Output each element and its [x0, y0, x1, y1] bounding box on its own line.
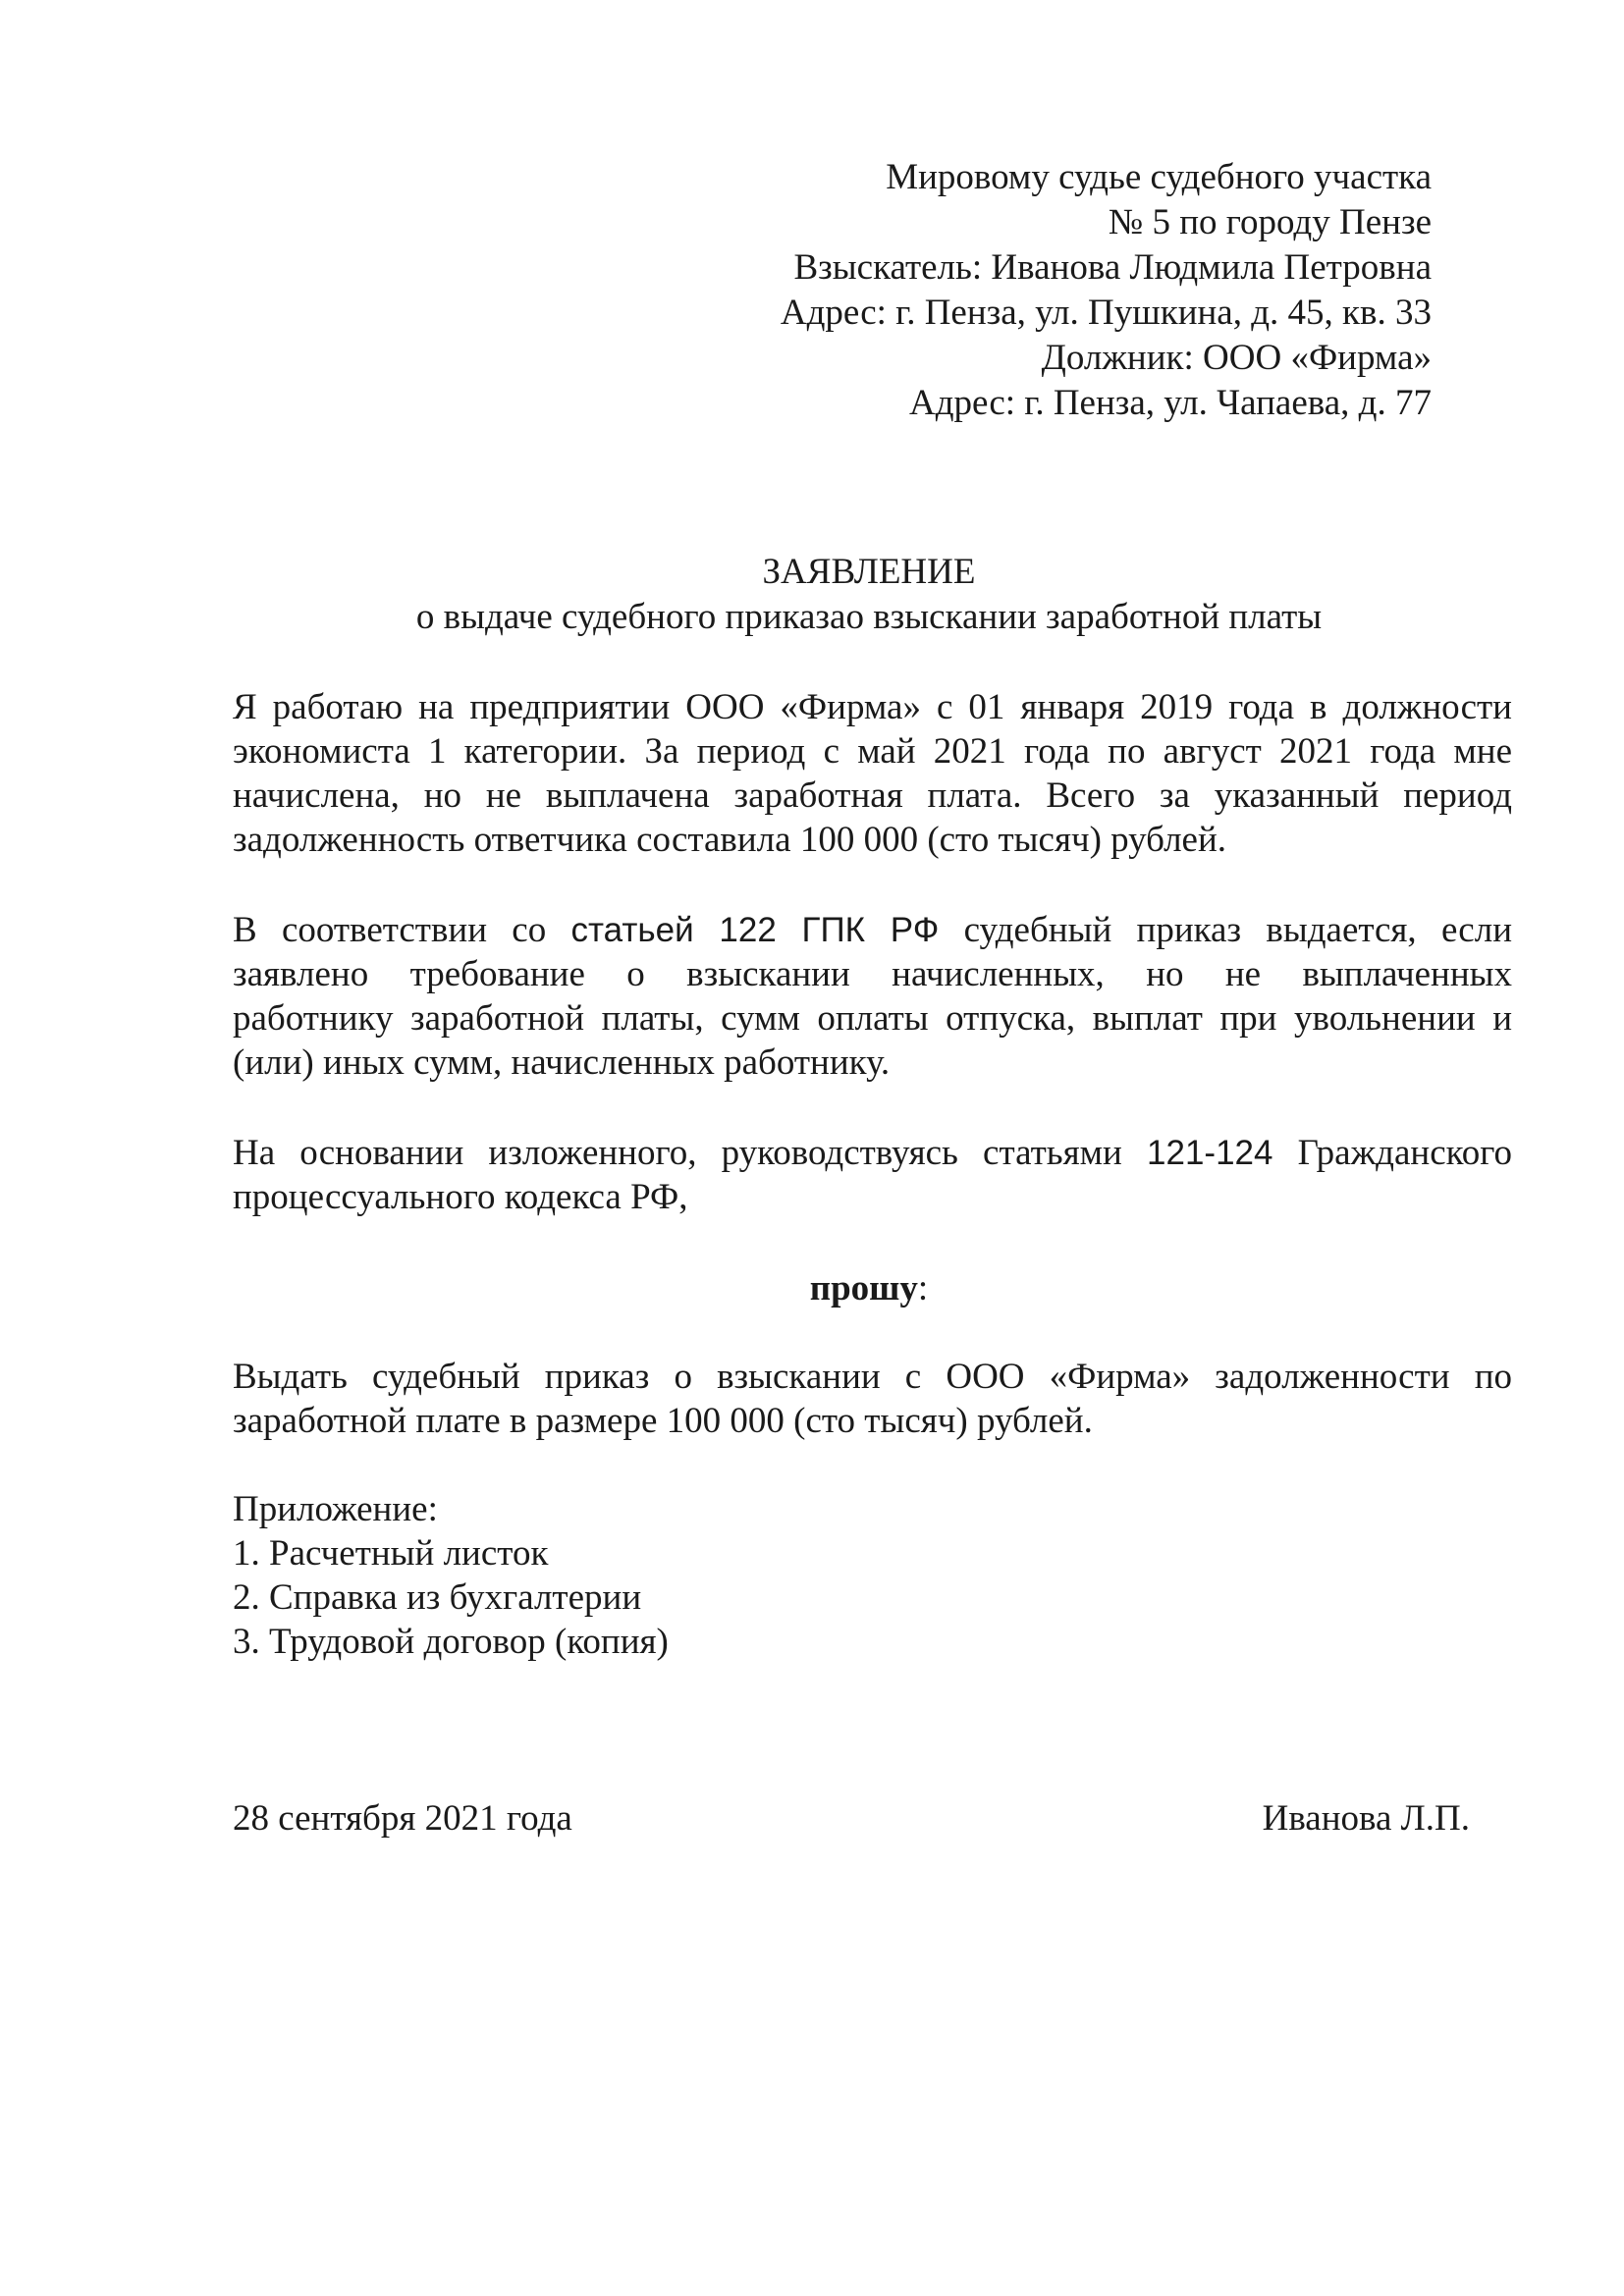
addressee-block [548, 155, 1432, 426]
paragraph-grounds [233, 1131, 1512, 1219]
paragraph-line [233, 908, 1512, 952]
text-fragment: На основании изложенного, руководствуясь статьями [233, 1133, 1122, 1173]
claimant-address-line: Адрес: г. Пенза, ул. Пушкина, д. 45, кв. 33 [780, 293, 1432, 333]
paragraph-line: (или) иных сумм, начисленных работнику. [233, 1042, 891, 1083]
paragraph-employment [233, 685, 1512, 862]
document-title: ЗАЯВЛЕНИЕ [762, 552, 976, 592]
attachment-item: 2. Справка из бухгалтерии [233, 1577, 642, 1618]
paragraph-line: задолженность ответчика составила 100 000 (сто тысяч) рублей. [233, 820, 1227, 860]
paragraph-request [233, 1355, 1512, 1443]
document-subtitle: о выдаче судебного приказао взыскании заработной платы [415, 597, 1323, 637]
paragraph-line: экономиста 1 категории. За период с май 2021 года по август 2021 года мне [233, 731, 1512, 772]
request-word: прошу [809, 1268, 918, 1308]
text-fragment: Гражданского [1297, 1133, 1512, 1173]
text-fragment: В соответствии со [233, 910, 547, 950]
paragraph-line: заработной плате в размере 100 000 (сто тысяч) рублей. [233, 1401, 1093, 1441]
attachments-heading: Приложение: [233, 1489, 438, 1529]
signature-name: Иванова Л.П. [1262, 1798, 1470, 1839]
addressee-line-court: Мировому судье судебного участка [886, 157, 1432, 197]
debtor-address-line: Адрес: г. Пенза, ул. Чапаева, д. 77 [908, 383, 1432, 423]
document-date: 28 сентября 2021 года [233, 1798, 572, 1839]
text-fragment: судебный приказ выдается, если [963, 910, 1512, 950]
paragraph-line: заявлено требование о взыскании начисленных, но не выплаченных [233, 954, 1512, 994]
request-heading [0, 1266, 1624, 1311]
paragraph-line: Выдать судебный приказ о взыскании с ООО «Фирма» задолженности по [233, 1357, 1512, 1397]
paragraph-line: начислена, но не выплачена заработная плата. Всего за указанный период [233, 775, 1512, 816]
articles-reference-link[interactable]: 121-124 [1147, 1134, 1273, 1172]
paragraph-line: работнику заработной платы, сумм оплаты отпуска, выплат при увольнении и [233, 998, 1512, 1039]
attachments-list [233, 1487, 669, 1664]
request-colon: : [917, 1268, 929, 1308]
paragraph-line [233, 1131, 1512, 1175]
paragraph-line: Я работаю на предприятии ООО «Фирма» с 01 января 2019 года в должности [233, 687, 1512, 727]
attachment-item: 3. Трудовой договор (копия) [233, 1622, 669, 1662]
attachment-item: 1. Расчетный листок [233, 1533, 549, 1574]
debtor-line: Должник: ООО «Фирма» [1041, 338, 1432, 378]
claimant-line: Взыскатель: Иванова Людмила Петровна [793, 247, 1432, 288]
addressee-line-district: № 5 по городу Пензе [1108, 202, 1432, 242]
paragraph-legal-basis [233, 908, 1512, 1085]
paragraph-line: процессуального кодекса РФ, [233, 1177, 688, 1217]
law-reference-link[interactable]: статьей 122 ГПК РФ [570, 911, 940, 949]
